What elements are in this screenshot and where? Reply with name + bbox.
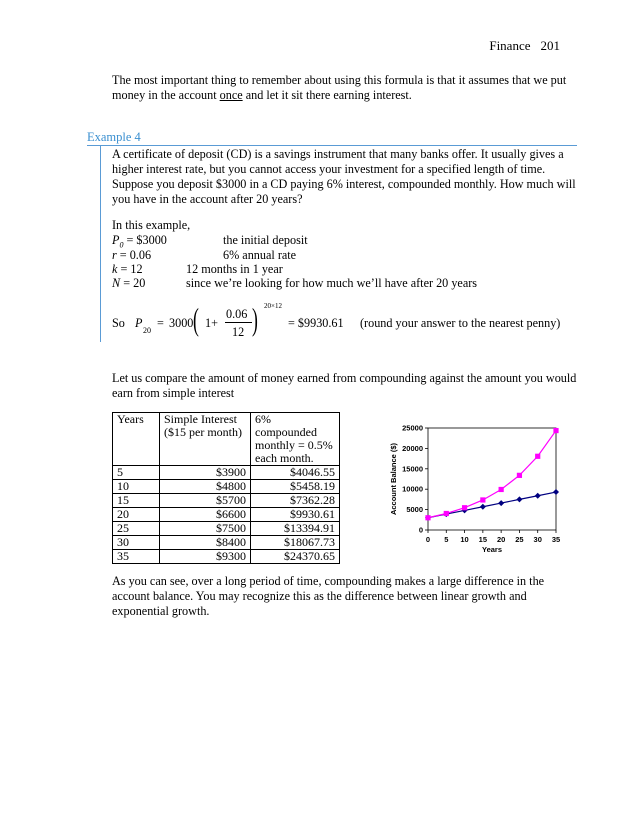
table-row: 30 $8400 $18067.73 xyxy=(113,536,340,550)
table-row: 15 $5700 $7362.28 xyxy=(113,494,340,508)
compare-paragraph: Let us compare the amount of money earned from compounding against the amount you would earn from simple interest xyxy=(112,371,577,400)
example-problem: A certificate of deposit (CD) is a savings instrument that many banks offer. It usually gives a higher interest rate, but you cannot access your investment for a specified length of time. Suppose you deposit $3000 in a CD paying 6% interest, compounded monthly. How much will you have in the account after 20 years? xyxy=(112,147,576,206)
account-balance-chart xyxy=(378,420,578,560)
y-tick-label: 10000 xyxy=(402,484,423,494)
example-intro-line: In this example, xyxy=(112,218,191,232)
table-header-row xyxy=(113,413,340,466)
x-axis xyxy=(426,530,560,544)
data-point xyxy=(444,511,449,516)
variable-row: $P_0$ = $3000 the initial deposit xyxy=(112,233,308,250)
underlined-word: once xyxy=(219,88,243,102)
conclusion-paragraph: As you can see, over a long period of time, compounding makes a large difference in the account balance. You may recognize this as the difference between linear growth and exponential growth. xyxy=(112,574,545,618)
variable-row: N = 20 since we’re looking for how much we’ll have after 20 years xyxy=(112,276,478,290)
y-axis xyxy=(402,424,428,535)
x-tick-label: 30 xyxy=(533,535,542,544)
table-row: 35 $9300 $24370.65 xyxy=(113,550,340,564)
example-rule-vertical xyxy=(100,145,101,342)
x-tick-label: 35 xyxy=(551,535,561,544)
data-point xyxy=(499,487,504,492)
x-tick-label: 10 xyxy=(460,535,469,544)
data-point xyxy=(425,515,430,520)
y-tick-label: 20000 xyxy=(402,443,423,453)
x-tick-label: 15 xyxy=(478,535,488,544)
intro-paragraph: The most important thing to remember about using this formula is that it assumes that we put money in the account once and let it sit there earning interest. xyxy=(112,73,567,102)
x-axis-label: Years xyxy=(481,545,503,554)
comparison-table xyxy=(112,412,340,564)
header-years: Years xyxy=(113,413,160,466)
data-point xyxy=(553,428,558,433)
example-title: Example 4 xyxy=(87,130,141,144)
data-point xyxy=(480,497,485,502)
data-point xyxy=(535,454,540,459)
page-header xyxy=(479,38,560,53)
y-tick-label: 0 xyxy=(418,525,423,535)
table-row: 20 $6600 $9930.61 xyxy=(113,508,340,522)
page-number: 201 xyxy=(540,38,560,53)
y-tick-label: 25000 xyxy=(402,423,423,433)
x-tick-label: 25 xyxy=(515,535,524,544)
compound-interest-equation: So P 20 = 3000 ( 1+ 0.06 12 ) 20×12 = $9930.61 (round your answer to the nearest penny) xyxy=(112,301,561,339)
header-simple: Simple Interest ($15 per month) xyxy=(160,413,251,466)
x-tick-label: 5 xyxy=(444,535,449,544)
y-tick-label: 15000 xyxy=(402,464,423,474)
data-point xyxy=(517,473,522,478)
y-tick-label: 5000 xyxy=(406,505,423,515)
variable-row: k = 12 12 months in 1 year xyxy=(112,262,283,276)
table-row: 5 $3900 $4046.55 xyxy=(113,466,340,480)
table-row: 25 $7500 $13394.91 xyxy=(113,522,340,536)
x-tick-label: 0 xyxy=(425,535,431,544)
data-point xyxy=(462,505,467,510)
header-compound: 6% compounded monthly = 0.5% each month. xyxy=(251,413,340,466)
x-tick-label: 20 xyxy=(496,535,506,544)
variable-row: r = 0.06 6% annual rate xyxy=(112,248,297,262)
example-rule-horizontal xyxy=(87,145,577,146)
y-axis-label: Account Balance ($) xyxy=(389,442,398,516)
section-title: Finance xyxy=(489,38,531,53)
table-row: 10 $4800 $5458.19 xyxy=(113,480,340,494)
